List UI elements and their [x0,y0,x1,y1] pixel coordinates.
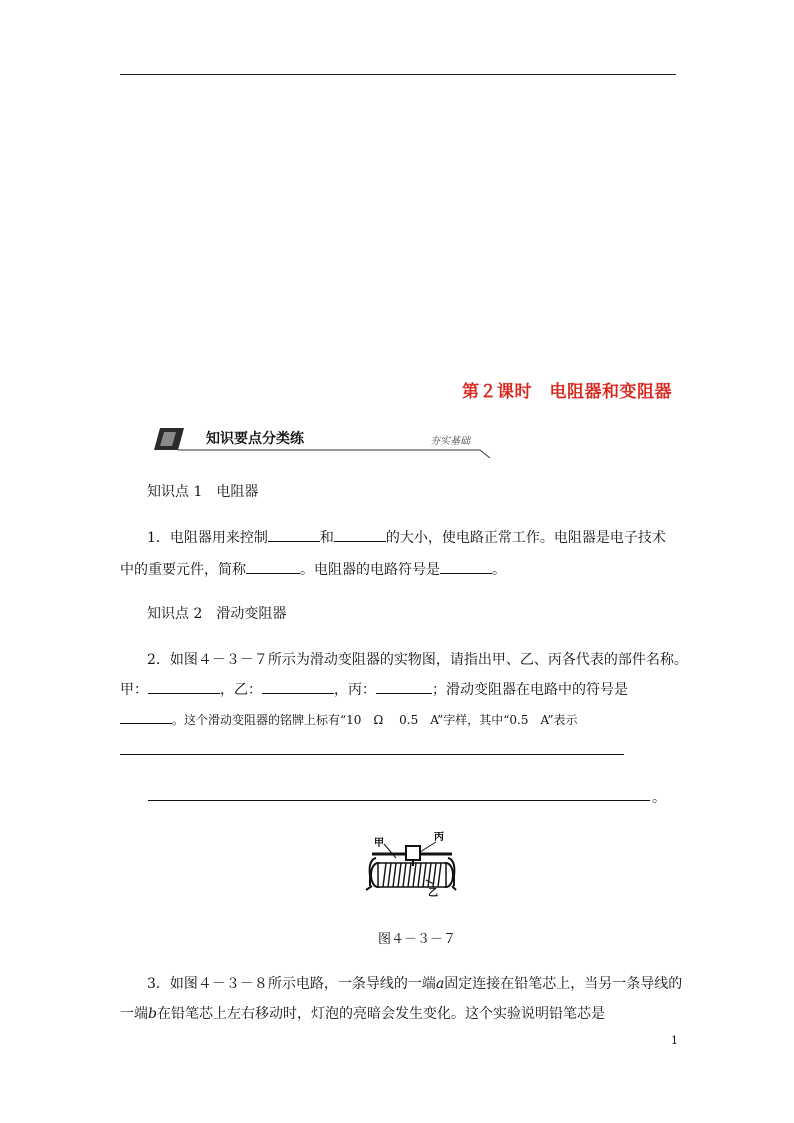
q1-text: 的大小，使电路正常工作。电阻器是电子技术 [385,530,666,546]
q1-text: 。电阻器的电路符号是 [300,562,440,578]
q2-blank-yi[interactable] [262,679,334,694]
q1-blank-1[interactable] [268,527,320,542]
q3-text: 在铅笔芯上左右移动时，灯泡的亮暗会发生变化。这个实验说明铅笔芯是 [156,1006,605,1022]
q1-text: 1．电阻器用来控制 [147,530,268,546]
knowledge-point-1-heading: 知识点 1 电阻器 [147,484,259,500]
header-rule [120,74,676,75]
q3-variable-b: b [148,1006,157,1022]
q2-text: ，乙： [220,682,262,698]
q3-variable-a: a [435,976,445,992]
banner-subtitle: 夯实基础 [430,436,470,447]
page-number: 1 [671,1034,678,1047]
question-3-line-1 [147,972,682,997]
sliding-rheostat-figure [356,828,466,898]
figure-label-yi: 乙 [428,888,438,898]
question-1-line-2 [120,558,506,583]
q3-text: 固定连接在铅笔芯上，当另一条导线的 [444,976,683,992]
q2-answer-line-1[interactable] [120,754,624,755]
q3-text: 一端 [120,1006,148,1022]
figure-label-bing: 丙 [434,832,444,843]
q2-text: ，丙： [334,682,376,698]
question-2-line-1: 2．如图４－３－７所示为滑动变阻器的实物图，请指出甲、乙、丙各代表的部件名称。 [147,652,688,668]
banner-label: 知识要点分类练 [206,431,304,447]
q1-text: 。 [492,562,506,578]
q1-text: 中的重要元件，简称 [120,562,246,578]
q2-blank-symbol[interactable] [120,709,172,724]
lesson-title: 第２课时 电阻器和变阻器 [462,382,672,402]
q2-blank-bing[interactable] [376,679,432,694]
q2-end-mark: 。 [652,790,666,806]
q3-text: 3．如图４－３－８所示电路，一条导线的一端 [147,976,436,992]
question-2-line-2 [120,678,628,703]
question-2-line-3 [120,708,578,733]
q2-text: 甲： [120,682,148,698]
question-3-line-2 [120,1002,605,1027]
q2-blank-jia[interactable] [148,679,220,694]
q1-text: 和 [319,530,334,546]
q2-text: 。这个滑动变阻器的铭牌上标有“10 Ω 0.5 A”字样，其中“0.5 A”表示 [172,713,578,727]
figure-label-jia: 甲 [374,838,384,849]
q1-blank-2[interactable] [334,527,386,542]
q2-text: ；滑动变阻器在电路中的符号是 [432,682,628,698]
figure-caption: 图４－３－７ [378,932,457,947]
q1-blank-4[interactable] [440,559,492,574]
q1-blank-3[interactable] [246,559,300,574]
question-1-line-1 [147,526,666,551]
q2-answer-line-2[interactable] [148,800,650,801]
knowledge-point-2-heading: 知识点 2 滑动变阻器 [147,606,287,622]
